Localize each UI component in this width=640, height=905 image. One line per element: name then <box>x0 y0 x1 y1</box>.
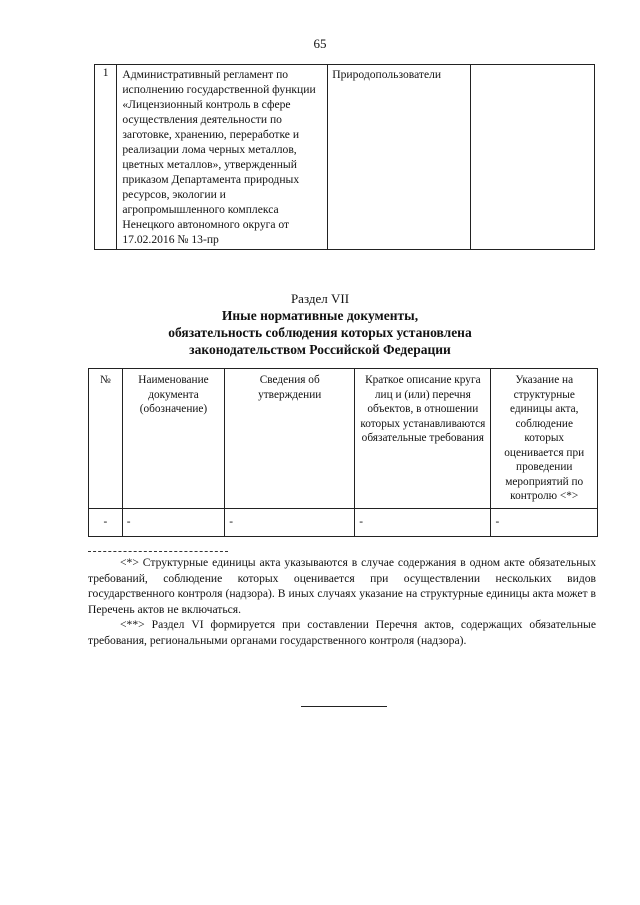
column-header-approval: Сведения об утверждении <box>225 369 355 509</box>
act-structural-units <box>471 65 595 250</box>
table-cell: - <box>225 508 355 536</box>
section-title-line: Иные нормативные документы, <box>221 308 419 323</box>
table-cell: - <box>89 508 123 536</box>
section-title-line: обязательность соблюдения которых установлена <box>168 325 472 340</box>
other-documents-table <box>88 368 598 537</box>
table-row <box>89 508 598 536</box>
table-header-row <box>89 369 598 509</box>
table-row <box>95 65 595 250</box>
end-of-document-rule <box>301 706 387 707</box>
column-header-description: Краткое описание круга лиц и (или) перечня объектов, в отношении которых устанавливаются обязательные требования <box>355 369 491 509</box>
act-subjects: Природопользователи <box>328 65 471 250</box>
table-cell: - <box>355 508 491 536</box>
column-header-name: Наименование документа (обозначение) <box>122 369 224 509</box>
act-description: Административный регламент по исполнению государственной функции «Лицензионный контроль в сфере осуществления деятельности по заготовке, хранению, переработке и реализации лома черных металлов, цветных металлов», утвержденный приказом Департамента природных ресурсов, экологии и агропромышленного комплекса Ненецкого автономного округа от 17.02.2016 № 13-пр <box>117 65 328 250</box>
table-cell: - <box>122 508 224 536</box>
footnote: <**> Раздел VI формируется при составлении Перечня актов, содержащих обязательные требования, региональными органами государственного контроля (надзора). <box>88 618 596 647</box>
section-title-line: законодательством Российской Федерации <box>189 342 451 357</box>
acts-table-continuation <box>94 64 595 250</box>
section-label: Раздел VII <box>290 291 350 306</box>
footnote-separator <box>88 551 228 552</box>
column-header-number: № <box>89 369 123 509</box>
footnotes <box>88 555 596 648</box>
row-number: 1 <box>95 65 117 250</box>
footnote: <*> Структурные единицы акта указываются в случае содержания в одном акте обязательных требований, соблюдение которых оценивается при осуществлении нескольких видов государственного контроля (надзора). В иных случаях указание на структурные единицы акта может в Перечень актов не включаться. <box>88 556 596 616</box>
page-number: 65 <box>313 36 327 51</box>
section-title <box>0 307 640 358</box>
table-cell: - <box>491 508 598 536</box>
column-header-structural-units: Указание на структурные единицы акта, соблюдение которых оценивается при проведении мероприятий по контролю <*> <box>491 369 598 509</box>
